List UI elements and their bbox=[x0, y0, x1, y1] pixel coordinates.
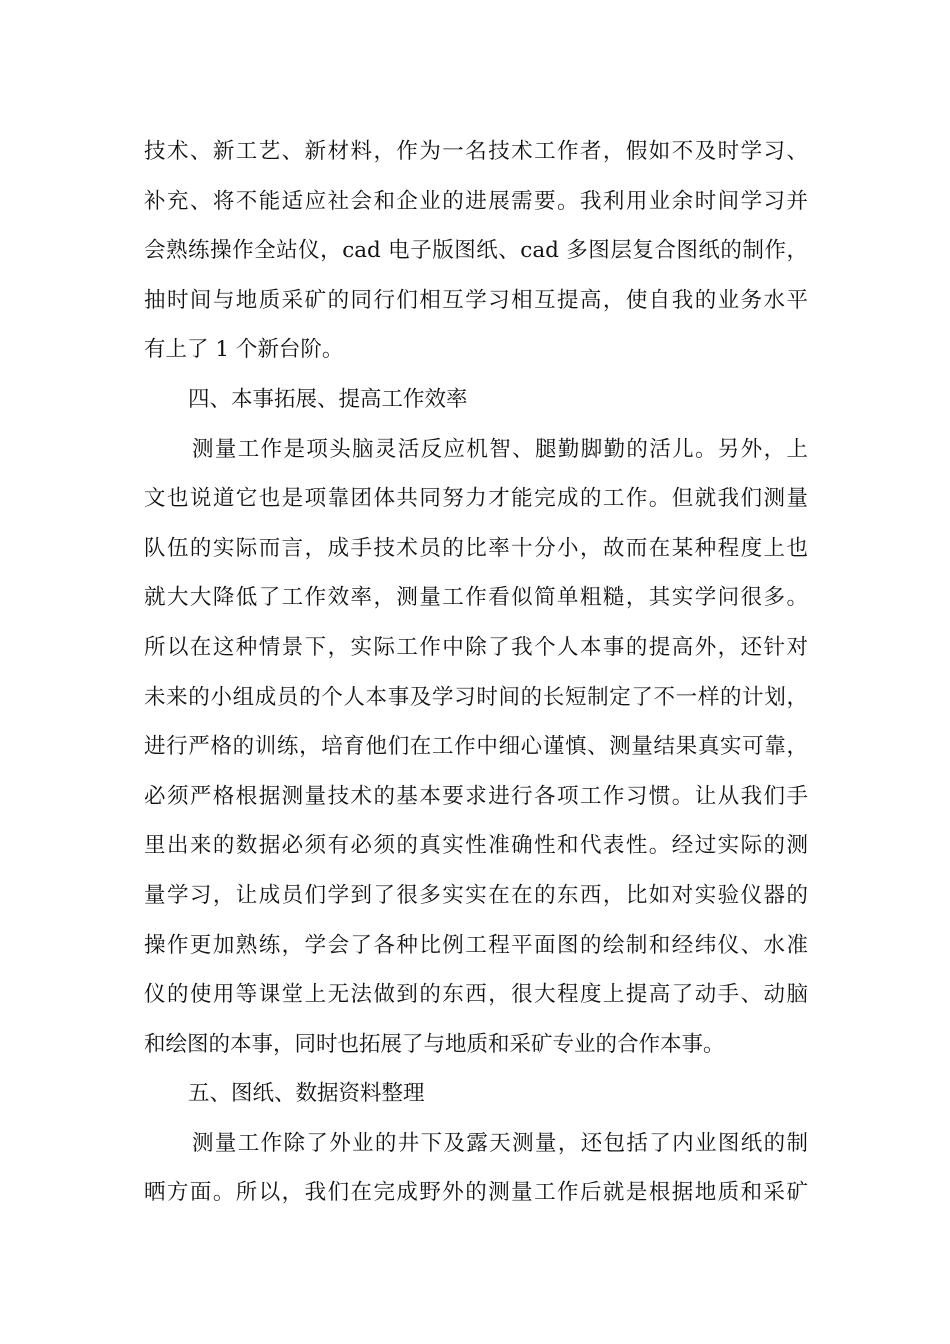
paragraph-line: 操作更加熟练，学会了各种比例工程平面图的绘制和经纬仪、水准 bbox=[144, 932, 808, 958]
paragraph-line: 会熟练操作全站仪，cad 电子版图纸、cad 多图层复合图纸的制作， bbox=[144, 238, 808, 264]
paragraph-line: 未来的小组成员的个人本事及学习时间的长短制定了不一样的计划， bbox=[144, 684, 808, 710]
paragraph-line: 文也说道它也是项靠团体共同努力才能完成的工作。但就我们测量 bbox=[144, 486, 808, 512]
paragraph-line: 队伍的实际而言，成手技术员的比率十分小，故而在某种程度上也 bbox=[144, 535, 808, 561]
paragraph-line: 量学习，让成员们学到了很多实实在在的东西，比如对实验仪器的 bbox=[144, 882, 808, 908]
paragraph-line: 测量工作除了外业的井下及露天测量，还包括了内业图纸的制 bbox=[192, 1130, 808, 1156]
document-body bbox=[144, 127, 808, 1218]
paragraph-line: 补充、将不能适应社会和企业的进展需要。我利用业余时间学习并 bbox=[144, 188, 808, 214]
paragraph-line: 抽时间与地质采矿的同行们相互学习相互提高，使自我的业务水平 bbox=[144, 287, 808, 313]
paragraph-line: 有上了 1 个新台阶。 bbox=[144, 337, 344, 363]
paragraph-line: 测量工作是项头脑灵活反应机智、腿勤脚勤的活儿。另外，上 bbox=[192, 436, 808, 462]
paragraph-line: 里出来的数据必须有必须的真实性准确性和代表性。经过实际的测 bbox=[144, 833, 808, 859]
section-heading: 五、图纸、数据资料整理 bbox=[188, 1081, 425, 1107]
paragraph-line: 所以在这种情景下，实际工作中除了我个人本事的提高外，还针对 bbox=[144, 634, 808, 660]
paragraph-line: 和绘图的本事，同时也拓展了与地质和采矿专业的合作本事。 bbox=[144, 1031, 725, 1057]
paragraph-line: 技术、新工艺、新材料，作为一名技术工作者，假如不及时学习、 bbox=[144, 139, 808, 164]
section-heading: 四、本事拓展、提高工作效率 bbox=[188, 386, 468, 412]
paragraph-line: 进行严格的训练，培育他们在工作中细心谨慎、测量结果真实可靠， bbox=[144, 734, 808, 760]
paragraph-line: 仪的使用等课堂上无法做到的东西，很大程度上提高了动手、动脑 bbox=[144, 982, 808, 1008]
paragraph-line: 必须严格根据测量技术的基本要求进行各项工作习惯。让从我们手 bbox=[144, 783, 808, 809]
paragraph-line: 就大大降低了工作效率，测量工作看似简单粗糙，其实学问很多。 bbox=[144, 585, 808, 611]
paragraph-line: 晒方面。所以，我们在完成野外的测量工作后就是根据地质和采矿 bbox=[144, 1180, 808, 1206]
